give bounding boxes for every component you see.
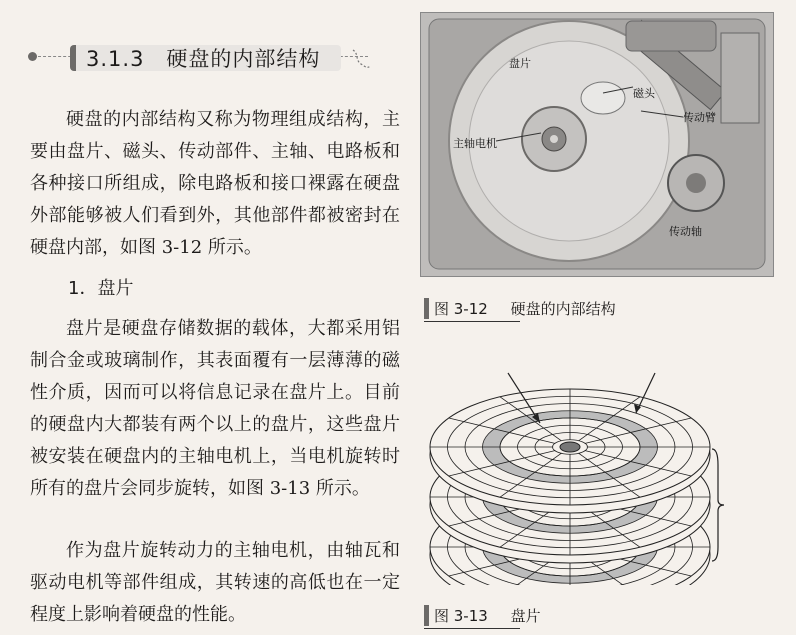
label-actuator-shaft: 传动轴	[669, 225, 702, 238]
platter-paragraph: 盘片是硬盘存储数据的载体，大都采用铝制合金或玻璃制作，其表面覆有一层薄薄的磁性介质，因而可以将信息记录在盘片上。目前的硬盘内大都装有两个以上的盘片，这些盘片被安装在硬盘内的主轴电机上，当电机旋转时所有的盘片会同步旋转，如图 3-13 所示。	[30, 318, 400, 499]
label-platter: 盘片	[509, 57, 531, 70]
label-actuator-arm: 传动臂	[683, 111, 716, 124]
stack-brace	[712, 449, 724, 561]
platter-1	[430, 389, 710, 513]
platter-stack-diagram	[420, 365, 740, 585]
label-head: 磁头	[633, 87, 655, 100]
figure-3-12-number: 图 3-12	[424, 298, 488, 319]
platter-paragraph-block	[30, 313, 400, 505]
figure-3-13-caption	[424, 605, 541, 626]
figure-3-12-caption	[424, 298, 616, 319]
intro-paragraph: 硬盘的内部结构又称为物理组成结构，主要由盘片、磁头、传动部件、主轴、电路板和各种接口所组成，除电路板和接口裸露在硬盘外部能够被人们看到外，其他部件都被密封在硬盘内部，如图 3-12 所示。	[30, 109, 400, 258]
motor-paragraph: 作为盘片旋转动力的主轴电机，由轴瓦和驱动电机等部件组成，其转速的高低也在一定程度上影响着硬盘的性能。	[30, 540, 400, 625]
section-title: 3.1.3 硬盘的内部结构	[86, 47, 321, 71]
section-heading	[28, 40, 383, 74]
hard-drive-photo	[420, 12, 774, 277]
motor-paragraph-block	[30, 535, 400, 631]
figure-3-12-title: 硬盘的内部结构	[510, 300, 616, 318]
figure-3-13-number: 图 3-13	[424, 605, 488, 626]
head-highlight	[581, 82, 625, 114]
bullet-dot-icon	[28, 52, 37, 61]
wave-ornament-icon	[351, 46, 373, 70]
label-spindle-motor: 主轴电机	[453, 137, 497, 150]
figure-3-13-title: 盘片	[510, 607, 541, 625]
intro-paragraph-block	[30, 104, 400, 264]
platter-heading: 1．盘片	[68, 278, 134, 299]
